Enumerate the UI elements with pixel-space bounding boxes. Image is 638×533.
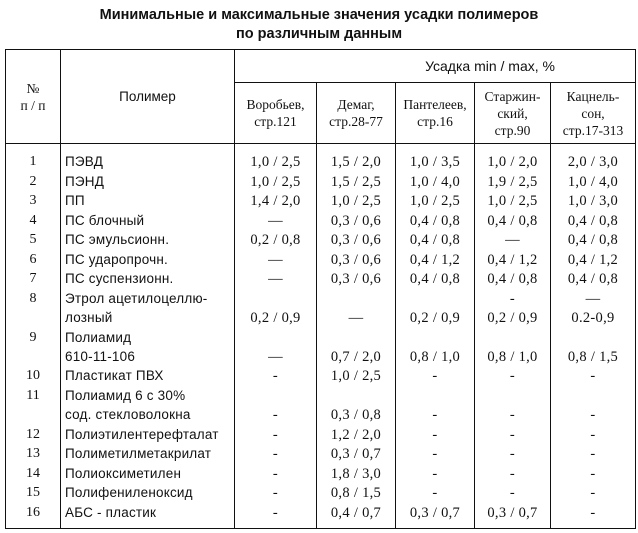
shrinkage-value: - [551, 406, 636, 425]
table-row [6, 231, 636, 250]
shrinkage-value: 1,2 / 2,0 [317, 425, 396, 444]
shrinkage-value: - [551, 445, 636, 464]
polymer-name: 610-11-106 [61, 347, 235, 366]
shrinkage-value: 0,3 / 0,6 [317, 231, 396, 250]
shrinkage-value: 0,4 / 0,8 [396, 231, 475, 250]
shrinkage-value [396, 328, 475, 347]
shrinkage-value: 1,8 / 3,0 [317, 464, 396, 483]
shrinkage-value: 0,4 / 1,2 [551, 250, 636, 269]
header-source-katsnelson: Кацнель- сон, стр.17-313 [551, 83, 636, 144]
shrinkage-value: 1,4 / 2,0 [235, 192, 317, 211]
shrinkage-value: 0,4 / 0,7 [317, 503, 396, 529]
row-number: 5 [6, 231, 61, 250]
shrinkage-value: 1,0 / 2,5 [235, 172, 317, 191]
shrinkage-value: 1,5 / 2,0 [317, 144, 396, 173]
shrinkage-value [551, 386, 636, 405]
shrinkage-value [317, 328, 396, 347]
shrinkage-value: 0,8 / 1,0 [396, 347, 475, 366]
polymer-name: ПС блочный [61, 211, 235, 230]
shrinkage-value [235, 328, 317, 347]
shrinkage-value: - [551, 483, 636, 502]
shrinkage-value: — [235, 347, 317, 366]
shrinkage-value: - [235, 406, 317, 425]
table-row [6, 367, 636, 386]
shrinkage-value: - [396, 367, 475, 386]
shrinkage-value: 0,4 / 0,8 [475, 269, 551, 288]
row-number: 15 [6, 483, 61, 502]
row-number [6, 308, 61, 327]
table-row [6, 250, 636, 269]
shrinkage-value: 0,4 / 1,2 [396, 250, 475, 269]
polymer-name: ПЭНД [61, 172, 235, 191]
shrinkage-value [396, 386, 475, 405]
table-row [6, 483, 636, 502]
polymer-name: Полиэтилентерефталат [61, 425, 235, 444]
polymer-name: сод. стекловолокна [61, 406, 235, 425]
header-number: № п / п [6, 50, 61, 144]
polymer-name: АБС - пластик [61, 503, 235, 529]
shrinkage-value: - [475, 425, 551, 444]
table-row [6, 308, 636, 327]
shrinkage-value [475, 386, 551, 405]
shrinkage-value: - [551, 464, 636, 483]
row-number: 2 [6, 172, 61, 191]
row-number: 12 [6, 425, 61, 444]
polymer-name: Этрол ацетилоцеллю- [61, 289, 235, 308]
shrinkage-value: - [475, 406, 551, 425]
header-source-vorobyev: Воробьев, стр.121 [235, 83, 317, 144]
table-row [6, 425, 636, 444]
shrinkage-value [317, 386, 396, 405]
row-number: 14 [6, 464, 61, 483]
shrinkage-value: - [396, 425, 475, 444]
polymer-name: ПС суспензионн. [61, 269, 235, 288]
shrinkage-value: 1,0 / 4,0 [551, 172, 636, 191]
shrinkage-value: 0,8 / 1,5 [317, 483, 396, 502]
table-row [6, 445, 636, 464]
shrinkage-value: 0,3 / 0,7 [475, 503, 551, 529]
shrinkage-value: 1,9 / 2,5 [475, 172, 551, 191]
shrinkage-value: - [396, 445, 475, 464]
shrinkage-value: - [396, 483, 475, 502]
row-number: 1 [6, 144, 61, 173]
polymer-name: Пластикат ПВХ [61, 367, 235, 386]
shrinkage-value: 0,3 / 0,7 [317, 445, 396, 464]
polymer-name: Полиметилметакрилат [61, 445, 235, 464]
header-polymer: Полимер [61, 50, 235, 144]
row-number: 16 [6, 503, 61, 529]
polymer-name: Полиамид [61, 328, 235, 347]
shrinkage-value: - [551, 425, 636, 444]
shrinkage-value: 1,5 / 2,5 [317, 172, 396, 191]
table-row [6, 328, 636, 347]
polymer-name: лозный [61, 308, 235, 327]
shrinkage-value [317, 289, 396, 308]
table-row [6, 347, 636, 366]
shrinkage-value: — [475, 231, 551, 250]
row-number: 9 [6, 328, 61, 347]
polymer-name: ПС ударопрочн. [61, 250, 235, 269]
shrinkage-value: - [475, 483, 551, 502]
polymer-name: Полифениленоксид [61, 483, 235, 502]
polymer-name: Полиоксиметилен [61, 464, 235, 483]
table-row [6, 192, 636, 211]
shrinkage-value [396, 289, 475, 308]
shrinkage-value: - [396, 406, 475, 425]
shrinkage-value: 0,2 / 0,9 [396, 308, 475, 327]
table-row [6, 289, 636, 308]
shrinkage-value: 0,4 / 0,8 [475, 211, 551, 230]
row-number: 11 [6, 386, 61, 405]
shrinkage-value: 0,8 / 1,0 [475, 347, 551, 366]
shrinkage-value: 0,3 / 0,6 [317, 211, 396, 230]
shrinkage-value: 0,4 / 0,8 [551, 211, 636, 230]
table-row [6, 386, 636, 405]
row-number: 8 [6, 289, 61, 308]
shrinkage-value: - [475, 367, 551, 386]
shrinkage-value: 0,3 / 0,6 [317, 269, 396, 288]
shrinkage-value [235, 289, 317, 308]
shrinkage-value: — [235, 269, 317, 288]
header-source-starzhinsky: Старжин- ский, стр.90 [475, 83, 551, 144]
shrinkage-value [475, 328, 551, 347]
shrinkage-value: - [475, 464, 551, 483]
shrinkage-value: 0.2-0,9 [551, 308, 636, 327]
shrinkage-table [5, 49, 636, 529]
table-row [6, 464, 636, 483]
shrinkage-value: — [317, 308, 396, 327]
header-source-demag: Демаг, стр.28-77 [317, 83, 396, 144]
table-row [6, 172, 636, 191]
shrinkage-value: 0,4 / 0,8 [551, 269, 636, 288]
shrinkage-value: - [235, 445, 317, 464]
shrinkage-value: - [235, 367, 317, 386]
shrinkage-value: 1,0 / 4,0 [396, 172, 475, 191]
shrinkage-value: 0,4 / 0,8 [396, 211, 475, 230]
row-number: 6 [6, 250, 61, 269]
row-number: 4 [6, 211, 61, 230]
shrinkage-value: 0,4 / 1,2 [475, 250, 551, 269]
shrinkage-value: - [235, 425, 317, 444]
shrinkage-value: 1,0 / 2,0 [475, 144, 551, 173]
polymer-name: Полиамид 6 с 30% [61, 386, 235, 405]
shrinkage-value: 1,0 / 3,5 [396, 144, 475, 173]
table-row [6, 406, 636, 425]
shrinkage-value: - [396, 464, 475, 483]
shrinkage-value: — [235, 211, 317, 230]
polymer-name: ПЭВД [61, 144, 235, 173]
shrinkage-value: - [551, 503, 636, 529]
shrinkage-value: 0,7 / 2,0 [317, 347, 396, 366]
table-title-line2: по различным данным [235, 26, 403, 42]
table-row [6, 269, 636, 288]
shrinkage-value: 0,3 / 0,7 [396, 503, 475, 529]
table-row [6, 211, 636, 230]
header-source-panteleev: Пантелеев, стр.16 [396, 83, 475, 144]
shrinkage-value: 1,0 / 2,5 [475, 192, 551, 211]
shrinkage-value: - [475, 445, 551, 464]
header-shrinkage-group: Усадка min / max, % [235, 50, 636, 83]
shrinkage-value: 1,0 / 2,5 [317, 367, 396, 386]
shrinkage-value: 0,4 / 0,8 [396, 269, 475, 288]
table-title-line1: Минимальные и максимальные значения усадки полимеров [99, 7, 539, 23]
shrinkage-value: - [551, 367, 636, 386]
table-row [6, 503, 636, 529]
shrinkage-value: - [475, 289, 551, 308]
row-number [6, 406, 61, 425]
row-number: 3 [6, 192, 61, 211]
shrinkage-value: 0,2 / 0,9 [235, 308, 317, 327]
shrinkage-value: 2,0 / 3,0 [551, 144, 636, 173]
shrinkage-value: 1,0 / 3,0 [551, 192, 636, 211]
table-body [6, 144, 636, 529]
shrinkage-value: 1,0 / 2,5 [317, 192, 396, 211]
shrinkage-value: 0,4 / 0,8 [551, 231, 636, 250]
row-number: 13 [6, 445, 61, 464]
shrinkage-value: — [551, 289, 636, 308]
table-row [6, 144, 636, 173]
shrinkage-value: 0,3 / 0,6 [317, 250, 396, 269]
shrinkage-value [235, 386, 317, 405]
shrinkage-value: 0,3 / 0,8 [317, 406, 396, 425]
shrinkage-value: 0,2 / 0,9 [475, 308, 551, 327]
row-number: 7 [6, 269, 61, 288]
shrinkage-value: 0,8 / 1,5 [551, 347, 636, 366]
shrinkage-value: - [235, 464, 317, 483]
row-number [6, 347, 61, 366]
polymer-name: ПС эмульсионн. [61, 231, 235, 250]
shrinkage-value: - [235, 503, 317, 529]
polymer-name: ПП [61, 192, 235, 211]
shrinkage-value: — [235, 250, 317, 269]
shrinkage-value: 1,0 / 2,5 [235, 144, 317, 173]
shrinkage-value: 0,2 / 0,8 [235, 231, 317, 250]
shrinkage-value: 1,0 / 2,5 [396, 192, 475, 211]
row-number: 10 [6, 367, 61, 386]
shrinkage-value: - [235, 483, 317, 502]
shrinkage-value [551, 328, 636, 347]
